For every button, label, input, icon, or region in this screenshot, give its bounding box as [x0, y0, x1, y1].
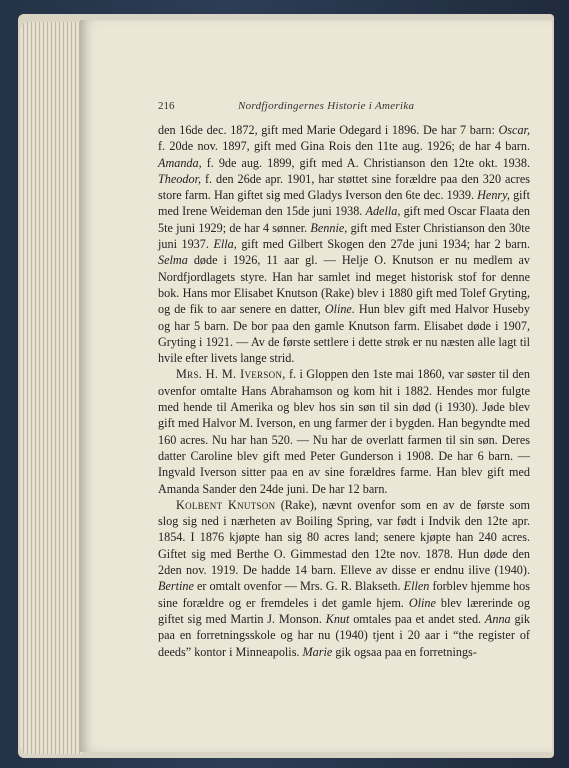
- text-run: den 16de dec. 1872, gift med Marie Odegard i 1896. De har 7 barn:: [158, 123, 499, 137]
- running-title: Nordfjordingernes Historie i Amerika: [238, 100, 415, 112]
- page-number: 216: [158, 100, 175, 112]
- italic-name: Oline.: [324, 302, 355, 317]
- paragraph: [158, 497, 530, 660]
- italic-name: Theodor,: [158, 171, 202, 186]
- italic-name: Selma: [158, 253, 188, 268]
- italic-name: Marie: [302, 644, 333, 659]
- text-run: omtales paa et andet sted.: [349, 611, 485, 626]
- text-run: (Rake), nævnt ovenfor som en av de første som slog sig ned i nærheten av Boiling Spring, var født i Indvik den 12te apr. 1854. I 1876 kjøpte han sig 80 acres land; senere kjøpte han 240 acres. Giftet sig med Berthe O. Gimmestad den 12te nov. 1878. Hun døde den 2den nov. 1919. De hadde 14 barn. Elleve av disse er endnu ilive (1940).: [158, 497, 531, 578]
- text-run: Hun blev gift med Halvor Huseby og har 5 barn. De bor paa den gamle Knutson farm. Elisabet døde i 1907, Gryting i 1921. — Av de første settlere i dette strøk er nu næsten alle lagt til hvile efter livets lange strid.: [158, 302, 530, 366]
- text-run: f. 9de aug. 1899, gift med A. Christianson den 12te okt. 1938.: [201, 155, 530, 170]
- text-run: f. 20de nov. 1897, gift med Gina Rois den 11te aug. 1926; de har 4 barn.: [158, 139, 530, 154]
- italic-name: Bennie,: [310, 220, 348, 235]
- text-run: gift med Oscar Flaata den 5te juni 1929; de har 4 sønner.: [158, 204, 530, 235]
- text-run: er omtalt ovenfor — Mrs. G. R. Blakseth.: [193, 579, 404, 594]
- italic-name: Adella,: [365, 204, 401, 219]
- text-run: forblev hjemme hos sine forældre og er fremdeles i det gamle hjem.: [158, 579, 530, 610]
- text-run: døde i 1926, 11 aar gl. — Helje O. Knutson er nu medlem av Nordfjordlagets styre. Han har samlet ind meget historisk stof for denne bok. Hans mor Elisabet Knutson (Rake) blev i 1880 gift med Tolef Gryting, og de fik to aar senere en datter,: [158, 253, 530, 317]
- name-heading: Kolbent Knutson: [176, 497, 276, 512]
- page-header: [158, 100, 420, 114]
- italic-name: Henry,: [477, 188, 510, 203]
- body-text: [158, 122, 530, 660]
- italic-name: Ellen: [403, 579, 430, 594]
- italic-name: Ella,: [213, 237, 237, 252]
- italic-name: Knut: [325, 611, 350, 626]
- paragraph: [158, 122, 530, 366]
- text-run: f. i Gloppen den 1ste mai 1860, var søster til den ovenfor omtalte Hans Abrahamson og kom hit i 1882. Hendes mor fulgte med hende til Amerika og blev hos sin søn til sin død (i 1930). Jøde blev gift med Halvor M. Iverson, en ung farmer der i bygden. Han begyndte med 160 acres. Nu har han 520. — Nu har de overlatt farmen til sin søn. Deres datter Caroline blev gift med Peter Gunderson i 1908. De har 6 barn. — Ingvald Iverson sitter paa en av sine forældres farme. Han blev gift med Amanda Sander den 24de juni. De har 12 barn.: [158, 367, 531, 496]
- italic-name: Anna: [484, 611, 511, 626]
- text-run: f. den 26de apr. 1901, har støttet sine forældre paa den 320 acres store farm. Han giftet sig med Gladys Iverson den 6te dec. 1939.: [158, 171, 530, 203]
- italic-name: Oscar,: [498, 123, 530, 137]
- italic-name: Amanda,: [158, 155, 202, 170]
- text-run: gik paa en forretningsskole og har nu (1940) tjent i 20 aar i “the register of deeds” kontor i Minneapolis.: [158, 611, 531, 659]
- paragraph: [158, 366, 530, 496]
- text-run: blev lærerinde og giftet sig med Martin J. Monson.: [158, 595, 530, 626]
- italic-name: Bertine: [158, 579, 194, 594]
- name-heading: Mrs. H. M. Iverson,: [176, 367, 286, 382]
- text-run: gift med Ester Christianson den 30te juni 1937.: [158, 220, 530, 252]
- text-run: gik ogsaa paa en forretnings-: [332, 644, 477, 659]
- page-edges: [20, 22, 82, 754]
- italic-name: Oline: [408, 595, 436, 610]
- text-run: gift med Gilbert Skogen den 27de juni 1934; har 2 barn.: [236, 237, 531, 252]
- text-run: gift med Irene Weideman den 15de juni 1938.: [158, 188, 530, 219]
